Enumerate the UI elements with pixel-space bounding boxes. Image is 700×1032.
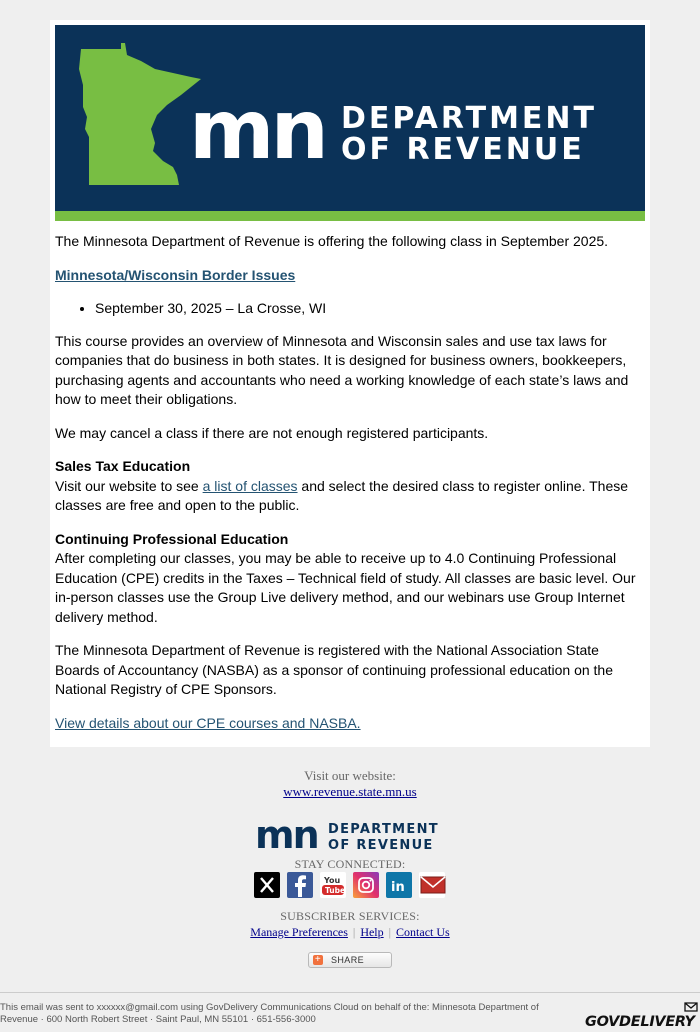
- svg-text:in: in: [391, 880, 405, 895]
- footer-divider: [0, 992, 700, 993]
- contact-us-link[interactable]: Contact Us: [396, 925, 450, 939]
- svg-text:GOVDELIVERY: GOVDELIVERY: [585, 1014, 695, 1030]
- visit-website-label: Visit our website:: [304, 768, 396, 783]
- sales-tax-text-after: and select the desired class to register online. These classes are free and open to the public.: [55, 477, 629, 513]
- share-button[interactable]: [308, 952, 392, 968]
- department-of-revenue-logo: [55, 25, 645, 221]
- svg-text:OF REVENUE: OF REVENUE: [341, 132, 585, 167]
- plus-icon: +: [314, 954, 322, 965]
- x-icon[interactable]: [254, 872, 280, 898]
- svg-text:mn: mn: [255, 818, 318, 854]
- intro-text: The Minnesota Department of Revenue is offering the following class in September 2025.: [55, 233, 609, 249]
- help-link[interactable]: Help: [360, 925, 384, 939]
- cpe-heading: Continuing Professional Education: [55, 530, 289, 547]
- course-description: This course provides an overview of Minnesota and Wisconsin sales and use tax laws for companies that do business in both states. It is designed for business owners, bookkeepers, purchasing agents and accountants who need a working knowledge of each state’s laws and how to meet their obligations.: [55, 332, 629, 407]
- sales-tax-text-before: Visit our website to see: [55, 477, 203, 494]
- banner-green-stripe: [55, 211, 645, 221]
- class-title-link[interactable]: Minnesota/Wisconsin Border Issues: [55, 266, 296, 283]
- share-label: SHARE: [331, 955, 365, 965]
- cancel-note: We may cancel a class if there are not enough registered participants.: [55, 424, 489, 441]
- subscriber-services-label: SUBSCRIBER SERVICES:: [280, 909, 420, 923]
- cpe-details-link[interactable]: View details about our CPE courses and NASBA.: [55, 714, 361, 731]
- svg-text:DEPARTMENT: DEPARTMENT: [328, 822, 439, 837]
- header-banner: [55, 25, 645, 221]
- nasba-text: The Minnesota Department of Revenue is registered with the National Association State Boards of Accountancy (NASBA) as a sponsor of continuing professional education on the National Registry of CPE Sponsors.: [55, 642, 614, 697]
- envelope-icon: [685, 1003, 697, 1011]
- email-icon[interactable]: [419, 872, 445, 898]
- sales-tax-heading: Sales Tax Education: [55, 458, 191, 474]
- instagram-icon[interactable]: [353, 872, 379, 898]
- list-of-classes-link[interactable]: a list of classes: [202, 477, 298, 494]
- svg-text:mn: mn: [189, 83, 325, 178]
- stay-connected-label: STAY CONNECTED:: [294, 857, 406, 871]
- email-footer: [0, 747, 700, 992]
- disclaimer-text: This email was sent to xxxxxx@gmail.com using GovDelivery Communications Cloud on behalf of the: Minnesota Department of Revenue · 600 North Robert Street · Saint Paul, MN 55101 · 651-556-3000: [0, 1002, 539, 1025]
- svg-text:Tube: Tube: [325, 886, 346, 895]
- linkedin-icon[interactable]: [386, 872, 412, 898]
- manage-preferences-link[interactable]: Manage Preferences: [250, 925, 348, 939]
- website-link[interactable]: www.revenue.state.mn.us: [283, 784, 417, 799]
- class-date-item: • September 30, 2025 – La Crosse, WI: [95, 299, 641, 319]
- facebook-icon[interactable]: [287, 872, 313, 898]
- svg-text:You: You: [324, 876, 341, 885]
- svg-text:OF REVENUE: OF REVENUE: [328, 838, 434, 853]
- svg-text:DEPARTMENT: DEPARTMENT: [341, 101, 597, 136]
- cpe-text: After completing our classes, you may be able to receive up to 4.0 Continuing Professional Education (CPE) credits in the Taxes – Technical field of study. All classes are basic level. Our in-person classes use the Group Live delivery method, and our webinars use Group Internet delivery method.: [55, 550, 636, 625]
- govdelivery-logo[interactable]: [584, 1000, 698, 1030]
- email-card: [50, 20, 650, 747]
- youtube-icon[interactable]: [320, 872, 346, 898]
- minnesota-map-icon: [79, 43, 201, 185]
- subscriber-links: Manage Preferences | Help | Contact Us: [250, 925, 450, 939]
- class-date-list: [55, 299, 641, 319]
- footer-logo[interactable]: [255, 818, 447, 854]
- email-body: [55, 232, 641, 747]
